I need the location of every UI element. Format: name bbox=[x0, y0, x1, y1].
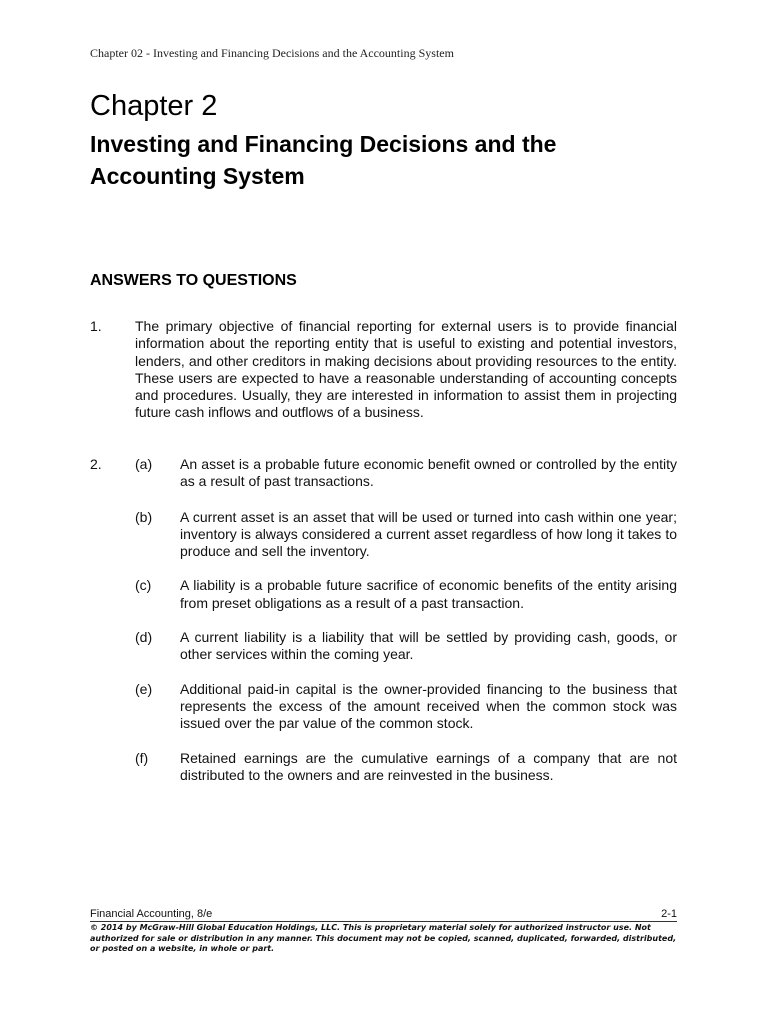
answer-part-f bbox=[135, 750, 677, 785]
part-letter: (e) bbox=[135, 680, 153, 697]
part-text: A current asset is an asset that will be used or turned into cash within one year; inventory is always considered a current asset regardless of how long it takes to produce and sell the inventory. bbox=[180, 508, 677, 560]
part-letter: (d) bbox=[135, 629, 153, 646]
part-letter: (a) bbox=[135, 456, 153, 472]
part-letter: (c) bbox=[135, 577, 152, 594]
answer-part-d bbox=[135, 629, 677, 664]
footer-row bbox=[90, 908, 677, 922]
running-header: Chapter 02 - Investing and Financing Decisions and the Accounting System bbox=[90, 46, 454, 60]
part-text: An asset is a probable future economic benefit owned or controlled by the entity as a result of past transactions. bbox=[180, 456, 677, 490]
chapter-number: Chapter 2 bbox=[90, 90, 218, 122]
question-1 bbox=[90, 318, 677, 422]
part-letter: (f) bbox=[135, 749, 149, 766]
question-number: 2. bbox=[90, 456, 102, 472]
part-text: Additional paid-in capital is the owner-provided financing to the business that represents the excess of the amount received when the common stock was issued over the par value of the common stock. bbox=[180, 680, 677, 732]
chapter-title: Investing and Financing Decisions and the Accounting System bbox=[90, 131, 557, 189]
part-text: A current liability is a liability that will be settled by providing cash, goods, or other services within the coming year. bbox=[180, 629, 677, 663]
footer-book-title: Financial Accounting, 8/e bbox=[90, 908, 213, 920]
part-text: Retained earnings are the cumulative earnings of a company that are not distributed to the owners and are reinvested in the business. bbox=[180, 749, 677, 783]
section-heading: ANSWERS TO QUESTIONS bbox=[90, 272, 297, 289]
question-2 bbox=[90, 456, 677, 784]
answer-part-e bbox=[135, 681, 677, 733]
question-number: 1. bbox=[90, 318, 102, 334]
footer-page-number: 2-1 bbox=[661, 908, 677, 920]
copyright-notice: © 2014 by McGraw-Hill Global Education Holdings, LLC. This is proprietary material solely for authorized instructor use. Not authorized for sale or distribution in any manner. This document may not be copied, scanned, duplicated, forwarded, distributed, or posted on a website, in whole or part. bbox=[90, 923, 677, 953]
answer-part-a bbox=[135, 456, 677, 491]
answer-part-c bbox=[135, 577, 677, 612]
page-footer bbox=[90, 908, 677, 955]
question-text: The primary objective of financial reporting for external users is to provide financial information about the reporting entity that is useful to existing and potential investors, lenders, and other creditors in making decisions about providing resources to the entity. These users are expected to have a reasonable understanding of accounting concepts and procedures. Usually, they are interested in information to assist them in projecting future cash inflows and outflows of a business. bbox=[135, 318, 677, 421]
part-letter: (b) bbox=[135, 508, 153, 525]
answer-part-b bbox=[135, 509, 677, 561]
part-text: A liability is a probable future sacrifice of economic benefits of the entity arising from preset obligations as a result of a past transaction. bbox=[180, 577, 677, 611]
